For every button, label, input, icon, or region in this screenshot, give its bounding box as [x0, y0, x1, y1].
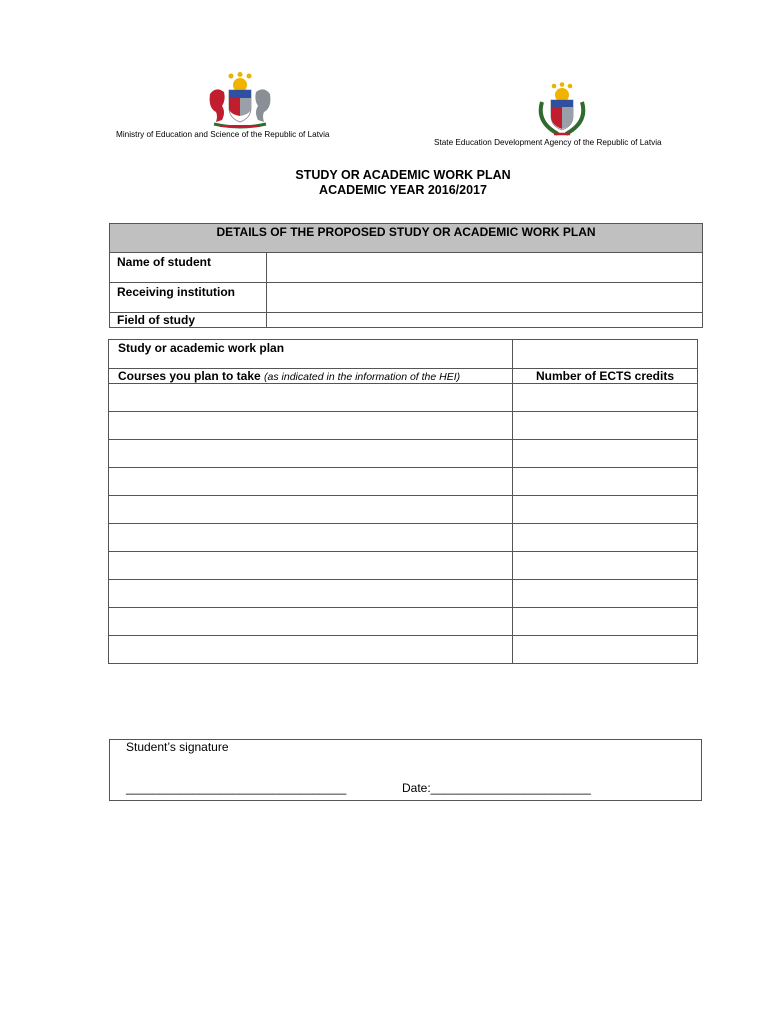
credits-cell[interactable]	[513, 412, 698, 440]
credits-cell[interactable]	[513, 580, 698, 608]
course-cell[interactable]	[109, 496, 513, 524]
name-of-student-field[interactable]	[267, 253, 703, 283]
credits-cell[interactable]	[513, 384, 698, 412]
course-cell[interactable]	[109, 636, 513, 664]
latvia-small-coat-of-arms-icon	[534, 82, 590, 138]
course-cell[interactable]	[109, 412, 513, 440]
credits-cell[interactable]	[513, 636, 698, 664]
courses-header-label: Courses you plan to take	[118, 369, 261, 383]
credits-cell[interactable]	[513, 608, 698, 636]
course-cell[interactable]	[109, 580, 513, 608]
table-row	[109, 440, 698, 468]
date-field[interactable]: Date:________________________	[402, 781, 591, 795]
field-of-study-label: Field of study	[110, 313, 267, 328]
table-row	[109, 524, 698, 552]
table-row	[109, 496, 698, 524]
signature-label: Student’s signature	[126, 740, 229, 754]
latvia-coat-of-arms-icon	[200, 72, 280, 130]
course-cell[interactable]	[109, 552, 513, 580]
credits-cell[interactable]	[513, 496, 698, 524]
agency-name-right: State Education Development Agency of the Republic of Latvia	[434, 138, 662, 147]
plan-table	[108, 339, 698, 664]
courses-header-note: (as indicated in the information of the HEI)	[264, 371, 461, 383]
credits-cell[interactable]	[513, 552, 698, 580]
credits-cell[interactable]	[513, 524, 698, 552]
plan-title: Study or academic work plan	[109, 340, 513, 369]
course-cell[interactable]	[109, 608, 513, 636]
details-row-institution	[110, 283, 703, 313]
credits-header: Number of ECTS credits	[513, 369, 698, 384]
table-row	[109, 552, 698, 580]
details-row-name	[110, 253, 703, 283]
table-row	[109, 468, 698, 496]
details-heading: DETAILS OF THE PROPOSED STUDY OR ACADEMIC WORK PLAN	[110, 224, 703, 253]
course-cell[interactable]	[109, 384, 513, 412]
ministry-name-left: Ministry of Education and Science of the Republic of Latvia	[116, 130, 330, 139]
course-cell[interactable]	[109, 524, 513, 552]
credits-cell[interactable]	[513, 468, 698, 496]
course-cell[interactable]	[109, 440, 513, 468]
receiving-institution-field[interactable]	[267, 283, 703, 313]
table-row	[109, 412, 698, 440]
table-row	[109, 636, 698, 664]
field-of-study-field[interactable]	[267, 313, 703, 328]
signature-line[interactable]: _________________________________	[126, 781, 347, 795]
table-row	[109, 608, 698, 636]
table-row	[109, 580, 698, 608]
plan-column-header-row	[109, 369, 698, 384]
signature-box	[109, 739, 702, 801]
document-title: STUDY OR ACADEMIC WORK PLAN	[295, 168, 511, 182]
plan-title-blank	[513, 340, 698, 369]
courses-header	[109, 369, 513, 384]
receiving-institution-label: Receiving institution	[110, 283, 267, 313]
details-row-field	[110, 313, 703, 328]
course-cell[interactable]	[109, 468, 513, 496]
academic-year: ACADEMIC YEAR 2016/2017	[319, 183, 487, 197]
credits-cell[interactable]	[513, 440, 698, 468]
name-of-student-label: Name of student	[110, 253, 267, 283]
details-table	[109, 223, 703, 328]
plan-title-row	[109, 340, 698, 369]
table-row	[109, 384, 698, 412]
